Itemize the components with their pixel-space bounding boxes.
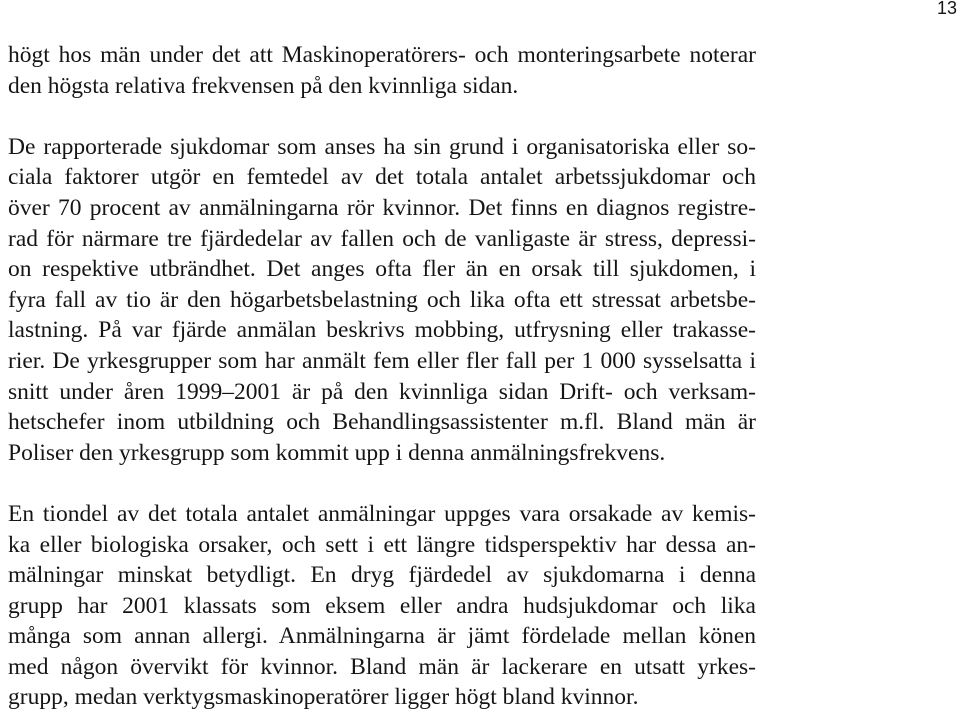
text-line: snitt under åren 1999–2001 är på den kvinnliga sidan Drift- och verksam- (8, 378, 756, 405)
page-body (8, 40, 756, 713)
paragraph (8, 40, 756, 101)
text-line: grupp, medan verktygsmaskinoperatörer ligger högt bland kvinnor. (8, 684, 639, 711)
text-line: on respektive utbrändhet. Det anges ofta fler än en orsak till sjukdomen, i (8, 256, 756, 283)
text-line: lastning. På var fjärde anmälan beskrivs mobbing, utfrysning eller trakasse- (8, 317, 756, 344)
page-number: 13 (936, 0, 957, 18)
text-line: många som annan allergi. Anmälningarna är jämt fördelade mellan könen (8, 623, 756, 650)
text-line: Poliser den yrkesgrupp som kommit upp i denna anmälningsfrekvens. (8, 439, 666, 466)
text-line: över 70 procent av anmälningarna rör kvinnor. Det finns en diagnos registre- (8, 194, 756, 221)
text-line: fyra fall av tio är den högarbetsbelastning och lika ofta ett stressat arbetsbe- (8, 286, 756, 313)
text-line: med någon övervikt för kvinnor. Bland män är lackerare en utsatt yrkes- (8, 653, 756, 680)
paragraph (8, 499, 756, 713)
text-line: ka eller biologiska orsaker, och sett i ett längre tidsperspektiv har dessa an- (8, 531, 756, 558)
text-line: En tiondel av det totala antalet anmälningar uppges vara orsakade av kemis- (8, 500, 756, 527)
text-line: rier. De yrkesgrupper som har anmält fem eller fler fall per 1 000 sysselsatta i (8, 347, 756, 374)
text-line: högt hos män under det att Maskinoperatörers- och monteringsarbete noterar (8, 42, 756, 68)
text-line: grupp har 2001 klassats som eksem eller andra hudsjukdomar och lika (8, 592, 756, 619)
text-line: rad för närmare tre fjärdedelar av fallen och de vanligaste är stress, depressi- (8, 225, 756, 252)
text-line: den högsta relativa frekvensen på den kvinnliga sidan. (8, 72, 519, 99)
text-line: mälningar minskat betydligt. En dryg fjärdedel av sjukdomarna i denna (8, 562, 756, 589)
text-line: hetschefer inom utbildning och Behandlingsassistenter m.fl. Bland män är (8, 409, 756, 436)
paragraph (8, 132, 756, 469)
text-line: ciala faktorer utgör en femtedel av det totala antalet arbetssjukdomar och (8, 164, 756, 191)
text-line: De rapporterade sjukdomar som anses ha sin grund i organisatoriska eller so- (8, 133, 756, 160)
